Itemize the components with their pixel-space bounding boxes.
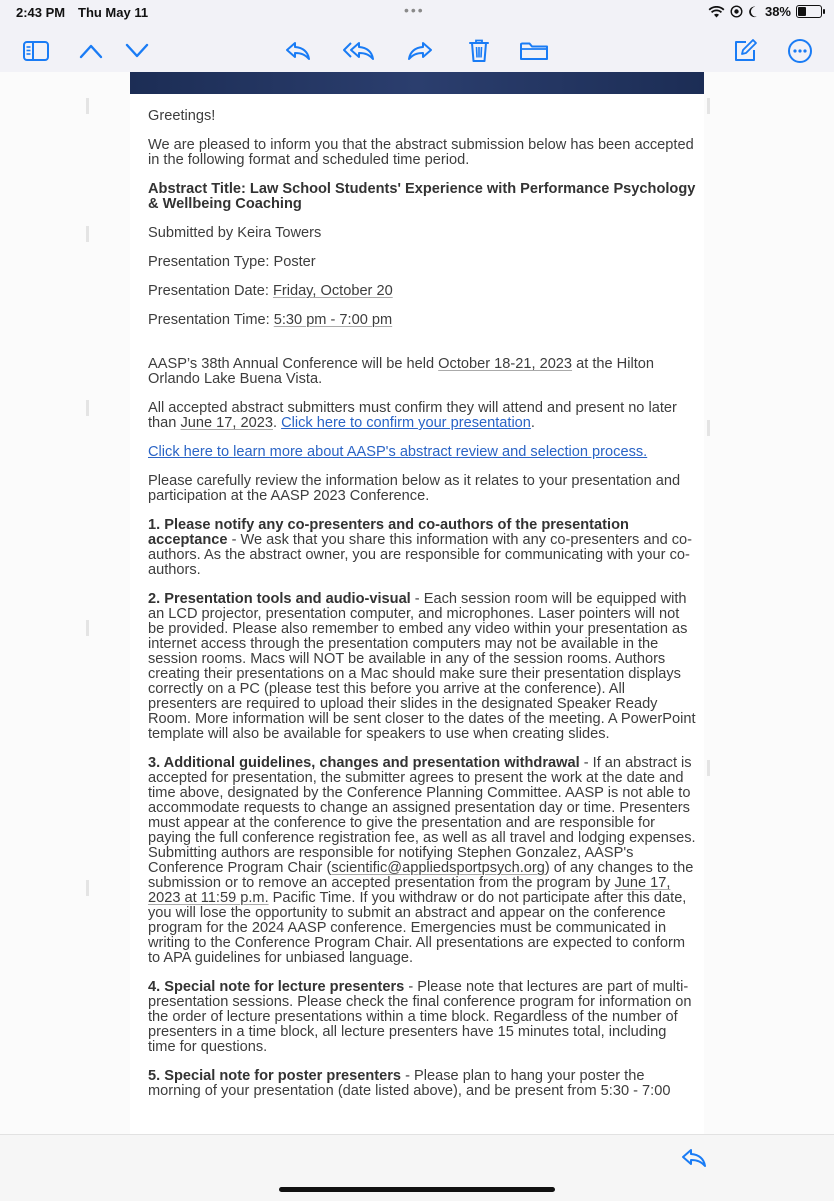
previous-message-button[interactable] (76, 36, 106, 66)
status-time: 2:43 PM (16, 5, 66, 20)
item-3 (148, 756, 696, 966)
item-3-title: 3. Additional guidelines, changes and presentation withdrawal (148, 755, 580, 771)
reply-all-button[interactable] (344, 36, 374, 66)
presentation-type: Presentation Type: Poster (148, 254, 316, 270)
program-chair-email[interactable]: scientific@appliedsportpsych.org (331, 860, 545, 876)
item-1 (148, 518, 696, 578)
more-icon (787, 38, 813, 64)
review-intro: Please carefully review the information below as it relates to your presentation and participation at the AASP 2023 Conference. (148, 473, 681, 504)
confirm-text-c: . (530, 415, 535, 431)
compose-icon (732, 38, 758, 64)
compose-button[interactable] (730, 36, 760, 66)
reply-icon (284, 40, 312, 62)
margin-mark (86, 620, 89, 636)
learn-more-link[interactable]: Click here to learn more about AASP's abstract review and selection process. (148, 444, 648, 460)
moon-icon (748, 6, 760, 18)
margin-mark (707, 98, 710, 114)
confirm-presentation-link[interactable]: Click here to confirm your presentation (281, 415, 531, 431)
spacer (148, 342, 696, 357)
bottom-reply-button[interactable] (680, 1147, 708, 1174)
sidebar-icon (22, 40, 50, 62)
margin-mark (86, 880, 89, 896)
abstract-title-text: Abstract Title: Law School Students' Experience with Performance Psychology & Wellbeing Coaching (148, 181, 696, 212)
item-1-text: - We ask that you share this information with any co-presenters and co-authors. As the abstract owner, you are responsible for communicating with your co-authors. (148, 532, 693, 578)
presentation-time-value[interactable]: 5:30 pm - 7:00 pm (273, 312, 393, 328)
chevron-down-icon (124, 42, 150, 60)
item-3-text-a: - If an abstract is accepted for presentation, the submitter agrees to present the work at the date and time above, designated by the Conference Planning Committee. AASP is not able to accommodate requests to change an assigned presentation day or time. Presenters must appear at the conference to give the presentation and are responsible for paying the full conference registration fee, as well as all travel and lodging expenses. Submitting authors are responsible for notifying Stephen Gonzalez, AASP's Conference Program Chair ( (148, 755, 696, 876)
trash-icon (468, 38, 490, 64)
status-bar (0, 0, 834, 26)
email-body (148, 109, 696, 1113)
folder-icon (519, 40, 549, 62)
margin-mark (707, 760, 710, 776)
status-indicators (708, 4, 822, 19)
conference-text-b: at the Hilton Orlando Lake Buena Vista. (148, 356, 654, 387)
reply-all-icon (342, 40, 376, 62)
more-button[interactable] (785, 36, 815, 66)
item-3-text-b: ) of any changes to the submission or to remove an accepted presentation from the program by (148, 860, 694, 891)
confirm-text-b: . (272, 415, 282, 431)
item-4 (148, 980, 696, 1055)
chevron-up-icon (78, 42, 104, 60)
item-4-title: 4. Special note for lecture presenters (148, 979, 405, 995)
multitasking-dots[interactable]: ••• (404, 2, 425, 18)
conference-text-a: AASP’s 38th Annual Conference will be held (148, 356, 439, 372)
sidebar-button[interactable] (21, 36, 51, 66)
battery-percent: 38% (764, 4, 791, 19)
home-indicator[interactable] (279, 1187, 555, 1192)
margin-mark (86, 98, 89, 114)
item-5-text: - Please plan to hang your poster the morning of your presentation (date listed above), and be present from 5:30 - 7:00 (148, 1068, 671, 1099)
battery-level (798, 7, 806, 16)
learn-more-paragraph (148, 445, 696, 460)
status-date: Thu May 11 (78, 5, 149, 20)
item-2-title: 2. Presentation tools and audio-visual (148, 591, 411, 607)
reply-icon (680, 1156, 708, 1173)
presentation-date (148, 284, 696, 299)
next-message-button[interactable] (122, 36, 152, 66)
item-2-text: - Each session room will be equipped with an LCD projector, presentation computer, and microphones. Laser pointers will not be provided. Please also remember to embed any video within your presentation as internet access through the presentation computers may not be available in the session rooms. Macs will NOT be available in any of the session rooms. Authors creating their presentations on a Mac should make sure their presentation displays correctly on a PC (please test this before you arrive at the conference). All presenters are required to upload their slides in the designated Speaker Ready Room. More information will be sent closer to the dates of the meeting. A PowerPoint template will also be available for speakers to use when creating slides. (148, 591, 696, 742)
submitted-by: Submitted by Keira Towers (148, 225, 322, 241)
presentation-date-label: Presentation Date: (148, 283, 273, 299)
intro-paragraph: We are pleased to inform you that the abstract submission below has been accepted in the following format and scheduled time period. (148, 137, 694, 168)
confirm-paragraph (148, 401, 696, 431)
move-to-folder-button[interactable] (519, 36, 549, 66)
margin-mark (86, 400, 89, 416)
margin-mark (86, 226, 89, 242)
email-header-banner (130, 72, 704, 94)
confirm-text-a: All accepted abstract submitters must confirm they will attend and present no later than (148, 400, 677, 431)
location-lock-icon (730, 5, 743, 18)
item-2 (148, 592, 696, 742)
item-5-title: 5. Special note for poster presenters (148, 1068, 402, 1084)
forward-icon (406, 40, 434, 62)
forward-button[interactable] (405, 36, 435, 66)
abstract-title (148, 182, 696, 212)
item-5 (148, 1069, 696, 1099)
greeting: Greetings! (148, 108, 216, 124)
presentation-time-label: Presentation Time: (148, 312, 274, 328)
mail-toolbar (0, 26, 834, 72)
margin-mark (707, 420, 710, 436)
battery-icon (796, 5, 822, 18)
wifi-icon (708, 6, 725, 18)
reply-button[interactable] (283, 36, 313, 66)
presentation-time (148, 313, 696, 328)
trash-button[interactable] (464, 36, 494, 66)
bottom-toolbar (0, 1134, 834, 1201)
conference-dates[interactable]: October 18-21, 2023 (438, 356, 573, 372)
item-4-text: - Please note that lectures are part of multi-presentation sessions. Please check the final conference program for information on the order of lecture presentations within a time block. Regardless of the number of presenters in a time block, all lecture presenters have 15 minutes total, including time for questions. (148, 979, 692, 1055)
item-3-text-c: Pacific Time. If you withdraw or do not participate after this date, you will lose the opportunity to submit an abstract and appear on the conference program for the 2024 AASP conference. Emergencies must be communicated in writing to the Conference Program Chair. All presentations are expected to conform to APA guidelines for unbiased language. (148, 890, 687, 966)
conference-paragraph (148, 357, 696, 387)
withdrawal-deadline[interactable]: June 17, 2023 at 11:59 p.m. (148, 875, 671, 906)
confirm-deadline[interactable]: June 17, 2023 (180, 415, 273, 431)
item-1-title: 1. Please notify any co-presenters and co-authors of the presentation acceptance (148, 517, 629, 548)
presentation-date-value[interactable]: Friday, October 20 (272, 283, 393, 299)
